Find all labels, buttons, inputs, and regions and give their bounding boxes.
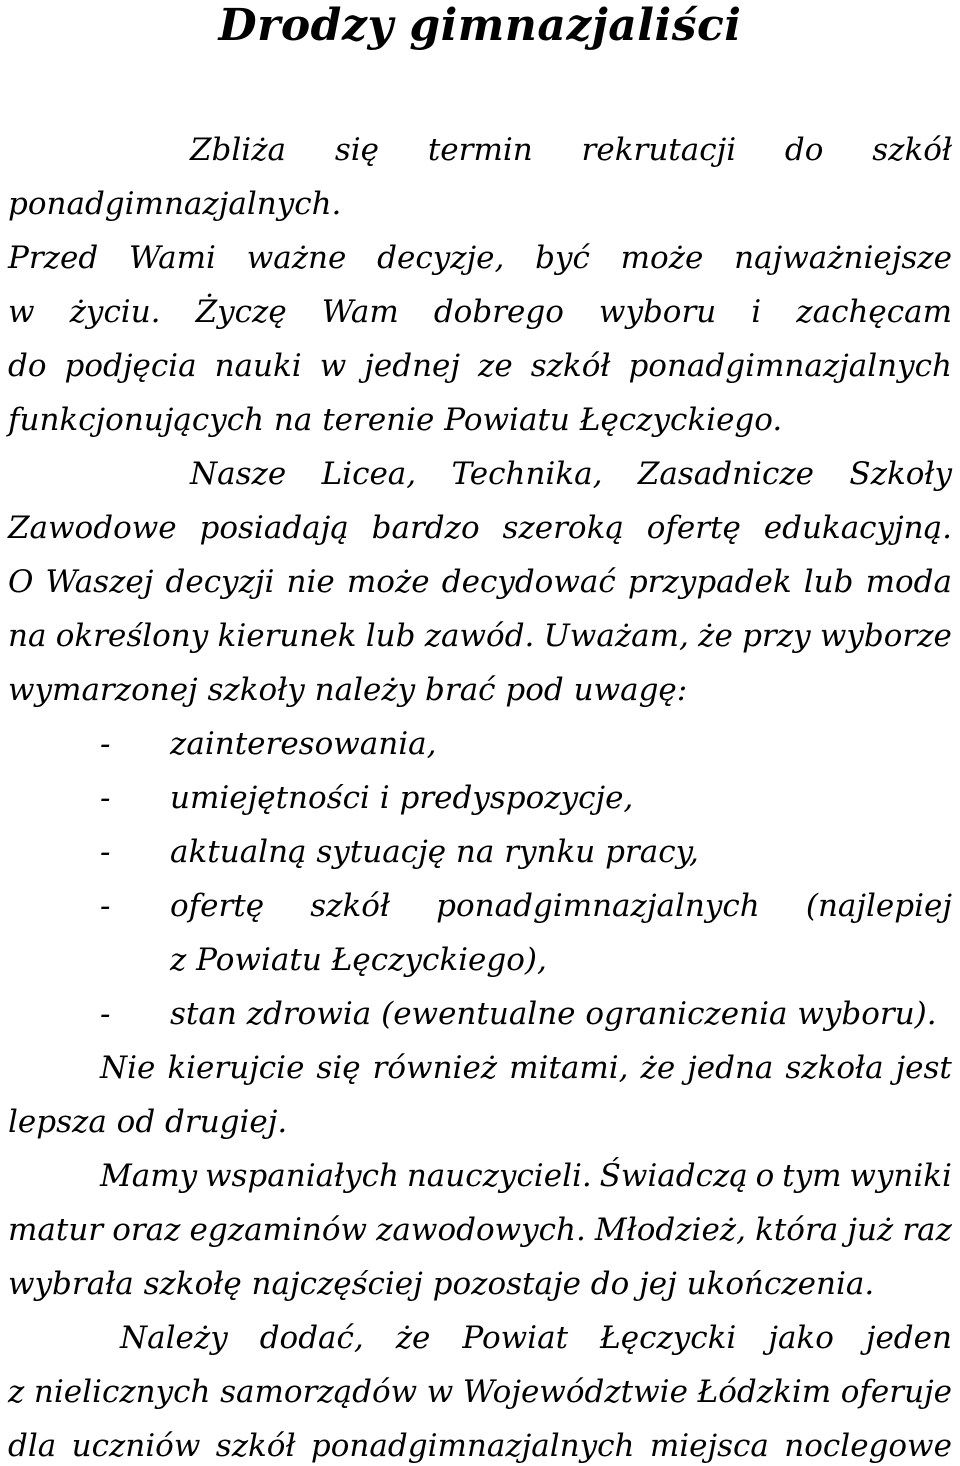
word: Wami bbox=[128, 240, 216, 276]
word: noclegowe bbox=[784, 1428, 952, 1464]
word: dodać, bbox=[259, 1320, 364, 1356]
list-item-text: zainteresowania, bbox=[170, 726, 437, 762]
word: Zasadnicze bbox=[637, 456, 815, 492]
word: ponadgimnazjalnych bbox=[628, 348, 952, 384]
word: jest bbox=[895, 1050, 952, 1086]
word: dobrego bbox=[433, 294, 564, 330]
word: o bbox=[755, 1158, 775, 1194]
word: z bbox=[8, 1374, 25, 1410]
word: Należy bbox=[120, 1320, 228, 1356]
word: szkół bbox=[310, 888, 390, 924]
word: bardzo bbox=[371, 510, 480, 546]
word: przy bbox=[742, 618, 811, 654]
word: O bbox=[8, 564, 34, 600]
text-line bbox=[8, 1372, 952, 1412]
word: w bbox=[319, 348, 347, 384]
word: dla bbox=[8, 1428, 57, 1464]
text-line bbox=[8, 1210, 952, 1250]
word: Województwie bbox=[462, 1374, 688, 1410]
word: że bbox=[698, 618, 733, 654]
word: Wam bbox=[321, 294, 399, 330]
word: samorządów bbox=[220, 1374, 418, 1410]
text-line bbox=[190, 454, 952, 494]
word: zawód. bbox=[424, 618, 535, 654]
word: lub bbox=[803, 564, 854, 600]
word: Mamy bbox=[100, 1158, 198, 1194]
word: do bbox=[8, 348, 47, 384]
word: wyborze bbox=[819, 618, 952, 654]
list-dash: - bbox=[100, 780, 111, 816]
word: określony bbox=[55, 618, 209, 654]
list-dash: - bbox=[100, 888, 111, 924]
text-line: ponadgimnazjalnych. bbox=[8, 186, 342, 222]
word: jedna bbox=[687, 1050, 774, 1086]
text-line bbox=[8, 1426, 952, 1466]
text-line: funkcjonujących na terenie Powiatu Łęczyckiego. bbox=[8, 402, 783, 438]
word: nielicznych bbox=[33, 1374, 211, 1410]
word: lub bbox=[365, 618, 416, 654]
word: że bbox=[640, 1050, 676, 1086]
word: Świadczą bbox=[599, 1158, 748, 1194]
word: się bbox=[316, 1050, 361, 1086]
list-dash: - bbox=[100, 996, 111, 1032]
text-line bbox=[8, 616, 952, 656]
word: na bbox=[8, 618, 47, 654]
word: nauki bbox=[214, 348, 302, 384]
word: wspaniałych bbox=[204, 1158, 399, 1194]
word: nie bbox=[286, 564, 335, 600]
word: uczniów bbox=[71, 1428, 201, 1464]
word: decyzje, bbox=[377, 240, 505, 276]
text-line bbox=[120, 1318, 952, 1358]
word: Zbliża bbox=[190, 132, 287, 168]
text-line bbox=[100, 1156, 952, 1196]
word: w bbox=[426, 1374, 454, 1410]
word: ofertę bbox=[646, 510, 741, 546]
word: matur bbox=[8, 1212, 104, 1248]
word: może bbox=[620, 240, 704, 276]
word: nauczycieli. bbox=[406, 1158, 592, 1194]
word: decydować bbox=[441, 564, 616, 600]
word: moda bbox=[865, 564, 952, 600]
list-item-text: stan zdrowia (ewentualne ograniczenia wyboru). bbox=[170, 996, 937, 1032]
list-item-text: aktualną sytuację na rynku pracy, bbox=[170, 834, 699, 870]
text-line bbox=[8, 562, 952, 602]
word: oferuje bbox=[840, 1374, 952, 1410]
text-line bbox=[8, 508, 952, 548]
word: ponadgimnazjalnych bbox=[436, 888, 760, 924]
word: się bbox=[334, 132, 380, 168]
word: posiadają bbox=[199, 510, 349, 546]
word: być bbox=[535, 240, 590, 276]
word: może bbox=[346, 564, 430, 600]
word: jako bbox=[768, 1320, 834, 1356]
word: Przed bbox=[8, 240, 99, 276]
text-line bbox=[100, 1048, 952, 1088]
word: przypadek bbox=[627, 564, 792, 600]
text-line bbox=[8, 346, 952, 386]
word: w bbox=[8, 294, 35, 330]
word: Waszej bbox=[45, 564, 154, 600]
word: Technika, bbox=[451, 456, 603, 492]
word: że bbox=[395, 1320, 431, 1356]
word: wyniki bbox=[849, 1158, 952, 1194]
list-dash: - bbox=[100, 834, 111, 870]
word: Nie bbox=[100, 1050, 156, 1086]
word: szeroką bbox=[502, 510, 624, 546]
list-item-continuation: z Powiatu Łęczyckiego), bbox=[170, 942, 547, 978]
word: zachęcam bbox=[796, 294, 952, 330]
word: szkół bbox=[215, 1428, 296, 1464]
word: do bbox=[784, 132, 824, 168]
text-line: lepsza od drugiej. bbox=[8, 1104, 288, 1140]
word: również bbox=[372, 1050, 498, 1086]
list-item-text: umiejętności i predyspozycje, bbox=[170, 780, 634, 816]
text-line bbox=[190, 130, 952, 170]
word: ważne bbox=[246, 240, 347, 276]
word: Łęczycki bbox=[600, 1320, 737, 1356]
word: decyzji bbox=[165, 564, 275, 600]
word: wyboru bbox=[598, 294, 717, 330]
word: jednej bbox=[364, 348, 460, 384]
list-item-text bbox=[170, 886, 952, 926]
word: ponadgimnazjalnych bbox=[310, 1428, 635, 1464]
word: Młodzież, bbox=[594, 1212, 746, 1248]
text-line bbox=[8, 238, 952, 278]
word: kierujcie bbox=[167, 1050, 305, 1086]
word: Licea, bbox=[321, 456, 417, 492]
word: edukacyjną. bbox=[763, 510, 952, 546]
word: szkół bbox=[530, 348, 611, 384]
page-title: Drodzy gimnazjaliści bbox=[218, 0, 742, 51]
word: Życzę bbox=[195, 294, 287, 330]
word: rekrutacji bbox=[581, 132, 737, 168]
word: Łódzkim bbox=[697, 1374, 832, 1410]
word: oraz bbox=[112, 1212, 181, 1248]
word: zawodowych. bbox=[376, 1212, 586, 1248]
word: Zawodowe bbox=[8, 510, 177, 546]
word: Szkoły bbox=[849, 456, 952, 492]
word: Nasze bbox=[190, 456, 287, 492]
word: miejsca bbox=[649, 1428, 769, 1464]
word: (najlepiej bbox=[805, 888, 952, 924]
word: jeden bbox=[865, 1320, 952, 1356]
word: Uważam, bbox=[543, 618, 689, 654]
word: kierunek bbox=[217, 618, 357, 654]
list-dash: - bbox=[100, 726, 111, 762]
text-line: wymarzonej szkoły należy brać pod uwagę: bbox=[8, 672, 688, 708]
word: najważniejsze bbox=[734, 240, 952, 276]
word: raz bbox=[902, 1212, 952, 1248]
word: ze bbox=[478, 348, 513, 384]
word: mitami, bbox=[509, 1050, 629, 1086]
word: podjęcia bbox=[64, 348, 197, 384]
word: szkoła bbox=[785, 1050, 884, 1086]
word: szkół bbox=[872, 132, 952, 168]
word: tym bbox=[782, 1158, 842, 1194]
text-line bbox=[8, 292, 952, 332]
text-line: wybrała szkołę najczęściej pozostaje do jej ukończenia. bbox=[8, 1266, 875, 1302]
word: która bbox=[755, 1212, 839, 1248]
word: Powiat bbox=[462, 1320, 569, 1356]
word: i bbox=[751, 294, 762, 330]
word: egzaminów bbox=[189, 1212, 368, 1248]
word: termin bbox=[427, 132, 533, 168]
word: życiu. bbox=[69, 294, 161, 330]
word: ofertę bbox=[170, 888, 265, 924]
word: już bbox=[847, 1212, 894, 1248]
